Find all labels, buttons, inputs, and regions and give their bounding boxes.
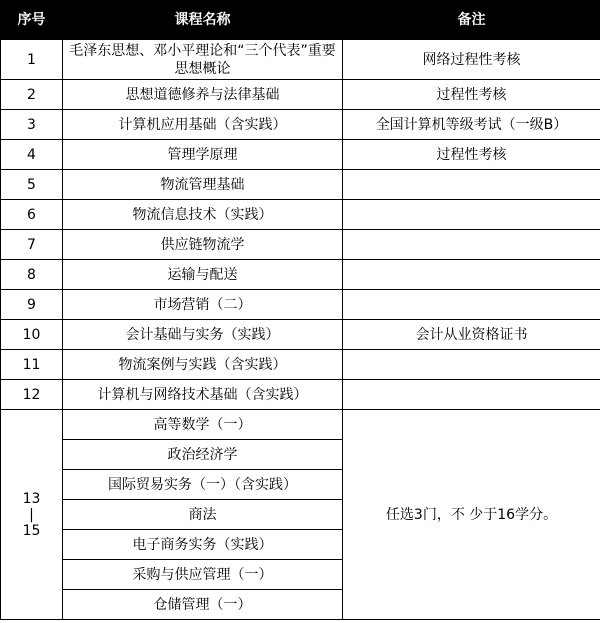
- table-row: [1, 290, 600, 320]
- course-cell: 供应链物流学: [63, 230, 343, 260]
- course-cell: 市场营销（二）: [63, 290, 343, 320]
- group-seq-cell: [1, 410, 63, 620]
- note-cell: 网络过程性考核: [343, 40, 600, 80]
- header-note: 备注: [343, 1, 600, 40]
- seq-cell: 4: [1, 140, 63, 170]
- group-seq-separator: |: [29, 506, 34, 523]
- seq-cell: 3: [1, 110, 63, 140]
- seq-cell: 11: [1, 350, 63, 380]
- course-cell: 高等数学（一）: [63, 410, 343, 440]
- course-cell: 商法: [63, 500, 343, 530]
- course-cell: 仓储管理（一）: [63, 590, 343, 620]
- table-row: [1, 320, 600, 350]
- seq-cell: 2: [1, 80, 63, 110]
- course-cell: 政治经济学: [63, 440, 343, 470]
- header-row: [1, 1, 600, 40]
- course-cell: 物流案例与实践（含实践）: [63, 350, 343, 380]
- note-cell: [343, 290, 600, 320]
- note-cell: [343, 350, 600, 380]
- seq-cell: 8: [1, 260, 63, 290]
- course-cell: 计算机应用基础（含实践）: [63, 110, 343, 140]
- seq-cell: 10: [1, 320, 63, 350]
- course-cell: 毛泽东思想、邓小平理论和“三个代表”重要思想概论: [63, 40, 343, 80]
- course-cell: 运输与配送: [63, 260, 343, 290]
- course-cell: 思想道德修养与法律基础: [63, 80, 343, 110]
- group-seq-start: 13: [22, 490, 41, 507]
- note-cell: 全国计算机等级考试（一级B）: [343, 110, 600, 140]
- note-cell: 过程性考核: [343, 140, 600, 170]
- course-cell: 物流管理基础: [63, 170, 343, 200]
- seq-cell: 7: [1, 230, 63, 260]
- seq-cell: 12: [1, 380, 63, 410]
- note-cell: [343, 230, 600, 260]
- course-cell: 管理学原理: [63, 140, 343, 170]
- table-row: [1, 110, 600, 140]
- course-cell: 物流信息技术（实践）: [63, 200, 343, 230]
- course-cell: 计算机与网络技术基础（含实践）: [63, 380, 343, 410]
- seq-cell: 9: [1, 290, 63, 320]
- note-cell: [343, 170, 600, 200]
- header-seq: 序号: [1, 1, 63, 40]
- course-cell: 电子商务实务（实践）: [63, 530, 343, 560]
- table-row: [1, 80, 600, 110]
- note-cell: [343, 260, 600, 290]
- table-row: [1, 140, 600, 170]
- table-row: [1, 350, 600, 380]
- header-course: 课程名称: [63, 1, 343, 40]
- table-row: [1, 410, 600, 440]
- table-row: [1, 230, 600, 260]
- group-note-cell: 任选3门，不 少于16学分。: [343, 410, 600, 620]
- seq-cell: 6: [1, 200, 63, 230]
- course-cell: 采购与供应管理（一）: [63, 560, 343, 590]
- table-row: [1, 200, 600, 230]
- table-row: [1, 380, 600, 410]
- table-row: [1, 40, 600, 80]
- course-cell: 会计基础与实务（实践）: [63, 320, 343, 350]
- note-cell: 过程性考核: [343, 80, 600, 110]
- seq-cell: 1: [1, 40, 63, 80]
- seq-cell: 5: [1, 170, 63, 200]
- course-cell: 国际贸易实务（一）（含实践）: [63, 470, 343, 500]
- table-row: [1, 260, 600, 290]
- note-cell: [343, 200, 600, 230]
- note-cell: 会计从业资格证书: [343, 320, 600, 350]
- table-row: [1, 170, 600, 200]
- group-seq-end: 15: [22, 522, 41, 539]
- note-cell: [343, 380, 600, 410]
